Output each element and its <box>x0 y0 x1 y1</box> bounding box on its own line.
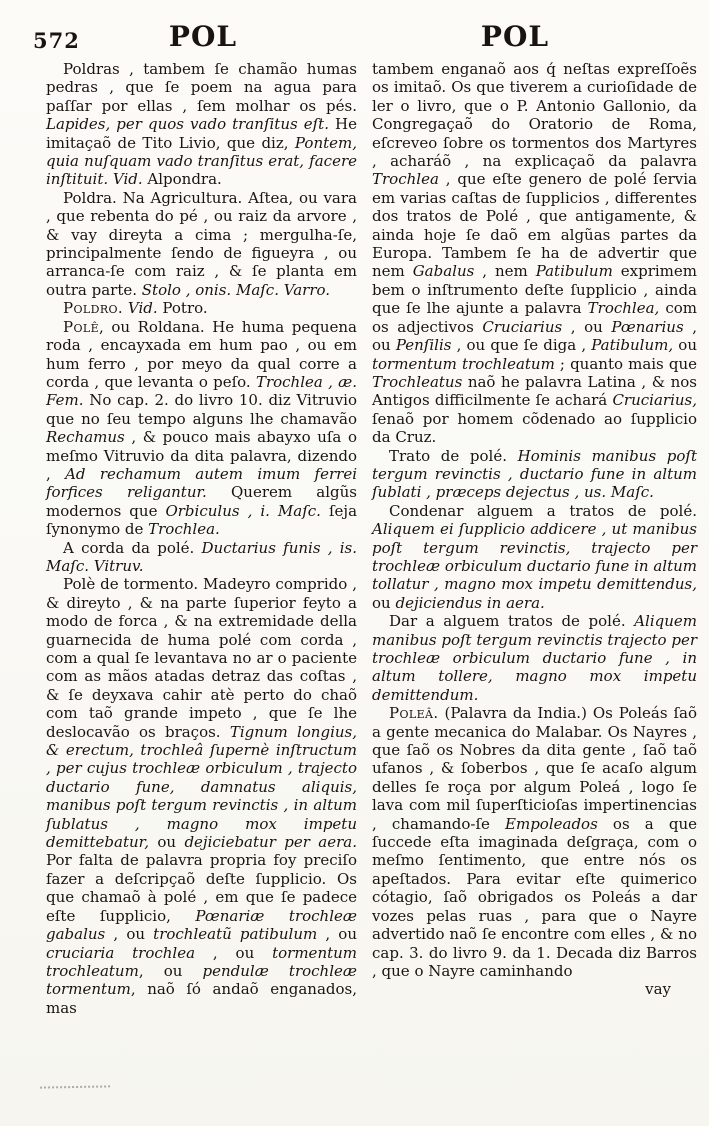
body-text: exprimem bem o inſtrumento deſte ſupplicio , ainda que ſe lhe ajunte a palavra <box>372 262 697 318</box>
entry-headword: Poldro. <box>63 299 124 318</box>
body-text: , ou <box>195 943 273 962</box>
body-text: ou <box>148 833 185 852</box>
latin-italic-text: Pœnariæ trochleæ gabalus <box>46 906 357 944</box>
body-text: os a que ſuccede eſta imaginada deſgraça, com o meſmo ſentimento, que entre nós os apeſtados. Para evitar eſte quimerico cótagio, ſaõ obrigados os Poleás a dar vozes pelas ruas , para que o Nayre advertido naõ ſe encontre com elles , & no cap. 3. do livro 9. da 1. Decada diz Barros , que o Nayre caminhando <box>372 814 698 980</box>
latin-italic-text: Trochlea. <box>148 520 220 539</box>
paragraph <box>46 575 357 1017</box>
body-text: , ou <box>105 925 154 944</box>
body-text: Polè de tormento. Madeyro comprido , & direyto , & na parte ſuperior feyto a modo de forca , & na extremidade della guarnecida de huma polé com corda , com a qual ſe levantava no ar o paciente com as mãos atadas detraz das coſtas , & ſe deyxava cahir atè perto do chaõ com taõ grande impeto , que ſe lhe deslocavão os braços. <box>46 575 357 741</box>
paragraph <box>46 60 357 189</box>
body-text: Potro. <box>157 299 208 318</box>
body-text: naõ he palavra Latina , & nos Antigos difficilmente ſe achará <box>372 372 697 410</box>
paragraph <box>372 502 697 612</box>
latin-italic-text: Orbiculus , i. Maſc. <box>165 501 321 520</box>
latin-italic-text: Trochleatus <box>372 372 463 391</box>
body-text: , naõ ſó andaõ enganados, mas <box>46 980 357 1017</box>
paragraph <box>46 299 357 317</box>
body-text: Dar a alguem tratos de polé. <box>389 612 635 631</box>
latin-italic-text: Tignum longius, & erectum, trochleâ ſupernè inſtructum , per cujus trochleæ orbiculum , trajecto ductario fune, damnatus aliquis, manibus poſt tergum revinctis , in altum ſublatus , magno mox impetu demittebatur, <box>46 722 357 852</box>
page-number: 572 <box>33 28 80 53</box>
body-text: Condenar alguem a tratos de polé. <box>389 501 697 520</box>
paragraph <box>372 704 697 980</box>
latin-italic-text: pendulæ trochleæ tormentum <box>46 961 357 999</box>
latin-italic-text: dejiciebatur per aera. <box>184 833 357 852</box>
body-text: , & pouco mais abayxo uſa o meſmo Vitruvio da dita palavra, dizendo , <box>46 428 357 483</box>
body-text: , ou Roldana. He huma pequena roda , encayxada em hum pao , ou em hum ferro , por meyo da qual corre a corda , que levanta o peſo. <box>46 317 357 391</box>
body-text: , nem <box>474 262 536 281</box>
scan-smudge-artifact <box>40 1077 110 1088</box>
latin-italic-text: Pœnarius <box>611 317 684 336</box>
latin-italic-text: Trochlea , æ. Fem. <box>46 372 357 410</box>
body-text: ; quanto mais que <box>554 354 697 373</box>
body-text: , ou que ſe diga , <box>451 336 592 355</box>
latin-italic-text: tormentum trochleatum <box>372 354 555 373</box>
latin-italic-text: Patibulum, <box>591 336 674 355</box>
latin-italic-text: Aliquem ei ſupplicio addicere , ut manibus poſt tergum revinctis, trajecto per trochleæ orbiculum ductario fune in altum tollatur , magno mox impetu demittendus, <box>372 520 697 594</box>
body-text: , ou <box>562 317 612 336</box>
body-text: Querem algũs modernos que <box>46 483 358 520</box>
body-text: ſenaõ por homem cõdenado ao ſupplicio da Cruz. <box>372 409 697 447</box>
paragraph <box>372 447 697 502</box>
latin-italic-text: Hominis manibus poſt tergum revinctis , ductario fune in altum ſublati , præceps dejectus , us. Maſc. <box>372 446 697 502</box>
body-text: , ou <box>138 961 203 980</box>
text-column-right <box>372 60 697 999</box>
body-text: No cap. 2. do livro 10. diz Vitruvio que no ſeu tempo alguns lhe chamavão <box>46 391 357 428</box>
paragraph <box>46 539 357 576</box>
catchword: vay <box>645 980 671 999</box>
latin-italic-text: Cruciarius, <box>612 391 697 410</box>
latin-italic-text: Gabalus <box>412 262 475 281</box>
body-text: , ou <box>317 925 357 944</box>
latin-italic-text: Stolo , onis. Maſc. Varro. <box>141 280 331 299</box>
latin-italic-text: Empoleados <box>505 814 598 833</box>
paragraph <box>46 189 357 299</box>
latin-italic-text: Patibulum <box>535 262 613 281</box>
body-text: ſeja ſynonymo de <box>46 501 358 539</box>
body-text: Por falta de palavra propria foy preciſo fazer a deſcripçaõ deſte ſupplicio. Os que chamaõ à polé , em que ſe padece eſte ſupplicio, <box>46 851 357 925</box>
latin-italic-text: Ductarius funis , is. Maſc. Vitruv. <box>46 538 358 575</box>
body-text: Poldra. Na Agricultura. Aſtea, ou vara , que rebenta do pé , ou raiz da arvore , & vay direyta a cima ; mergulha-ſe, principalmente ſendo de figueyra , ou arranca-ſe com raiz , & ſe planta em outra parte. <box>46 188 357 299</box>
body-text: Trato de polé. <box>389 446 518 465</box>
latin-italic-text: cruciaria trochlea <box>46 943 196 962</box>
latin-italic-text: trochleatũ patibulum <box>153 925 318 944</box>
body-text: com os adjectivos <box>372 299 697 336</box>
entry-headword: Poleâ. <box>389 704 439 723</box>
latin-italic-text: Cruciarius <box>482 317 563 336</box>
body-text: Poldras , tambem ſe chamão humas pedras , que ſe poem na agua para paſſar por ellas , ſem molhar os pés. <box>46 60 357 115</box>
latin-italic-text: Pontem, quia nuſquam vado tranſitus erat, facere inſtituit. Vid. <box>46 133 357 189</box>
body-text: (Palavra da India.) Os Poleás ſaõ a gente mecanica do Malabar. Os Nayres , que ſaõ os Nobres da dita gente , ſaõ taõ ufanos , & ſoberbos , que ſe acaſo algum delles ſe roça por algum Poleá , logo ſe lava com mil ſuperſticioſas impertinencias , chamando-ſe <box>372 704 697 833</box>
body-text: Alpondra. <box>142 170 222 189</box>
body-text: ou <box>372 593 396 612</box>
latin-italic-text: Ad rechamum autem imum ferrei forfices religantur. <box>46 464 357 502</box>
latin-italic-text: Aliquem manibus poſt tergum revinctis trajecto per trochleæ orbiculum ductario fune , in altum tollere, magno mox impetu demittendum. <box>372 612 697 704</box>
body-text: A corda da polé. <box>63 538 202 557</box>
latin-italic-text: Vid. <box>127 299 158 318</box>
body-text: tambem enganaõ aos q́ neſtas expreſſoẽs os imitaõ. Os que tiverem a curioſidade de ler o livro, que o P. Antonio Gallonio, da Congregaçaõ do Oratorio de Roma, eſcreveo ſobre os tormentos dos Martyres , acharáõ , na explicaçaõ da palavra <box>372 60 697 171</box>
latin-italic-text: Penſilis <box>395 336 452 355</box>
body-text: , ou <box>372 317 697 355</box>
latin-italic-text: Trochlea <box>372 170 439 189</box>
body-text: ou <box>673 336 697 355</box>
body-text: , que eſte genero de polé ſervia em varias caſtas de ſupplicios , differentes dos tratos de Polé , que antigamente, & ainda hoje ſe daõ em algũas partes da Europa. Tambem ſe ha de advertir que nem <box>372 170 697 281</box>
paragraph <box>46 318 357 539</box>
paragraph <box>372 60 697 447</box>
latin-italic-text: Rechamus <box>46 428 125 447</box>
running-head-right: POL <box>480 20 550 53</box>
paragraph <box>372 612 697 704</box>
latin-italic-text: Lapides, per quos vado tranſitus eſt. <box>46 115 329 134</box>
running-head-left: POL <box>168 20 238 53</box>
text-column-left <box>46 60 357 1017</box>
entry-headword: Polê <box>63 317 100 336</box>
latin-italic-text: tormentum trochleatum <box>46 943 358 980</box>
latin-italic-text: Trochlea, <box>587 299 660 318</box>
latin-italic-text: dejiciendus in aera. <box>395 593 545 612</box>
body-text: He imitaçaõ de Tito Livio, que diz, <box>46 115 357 152</box>
